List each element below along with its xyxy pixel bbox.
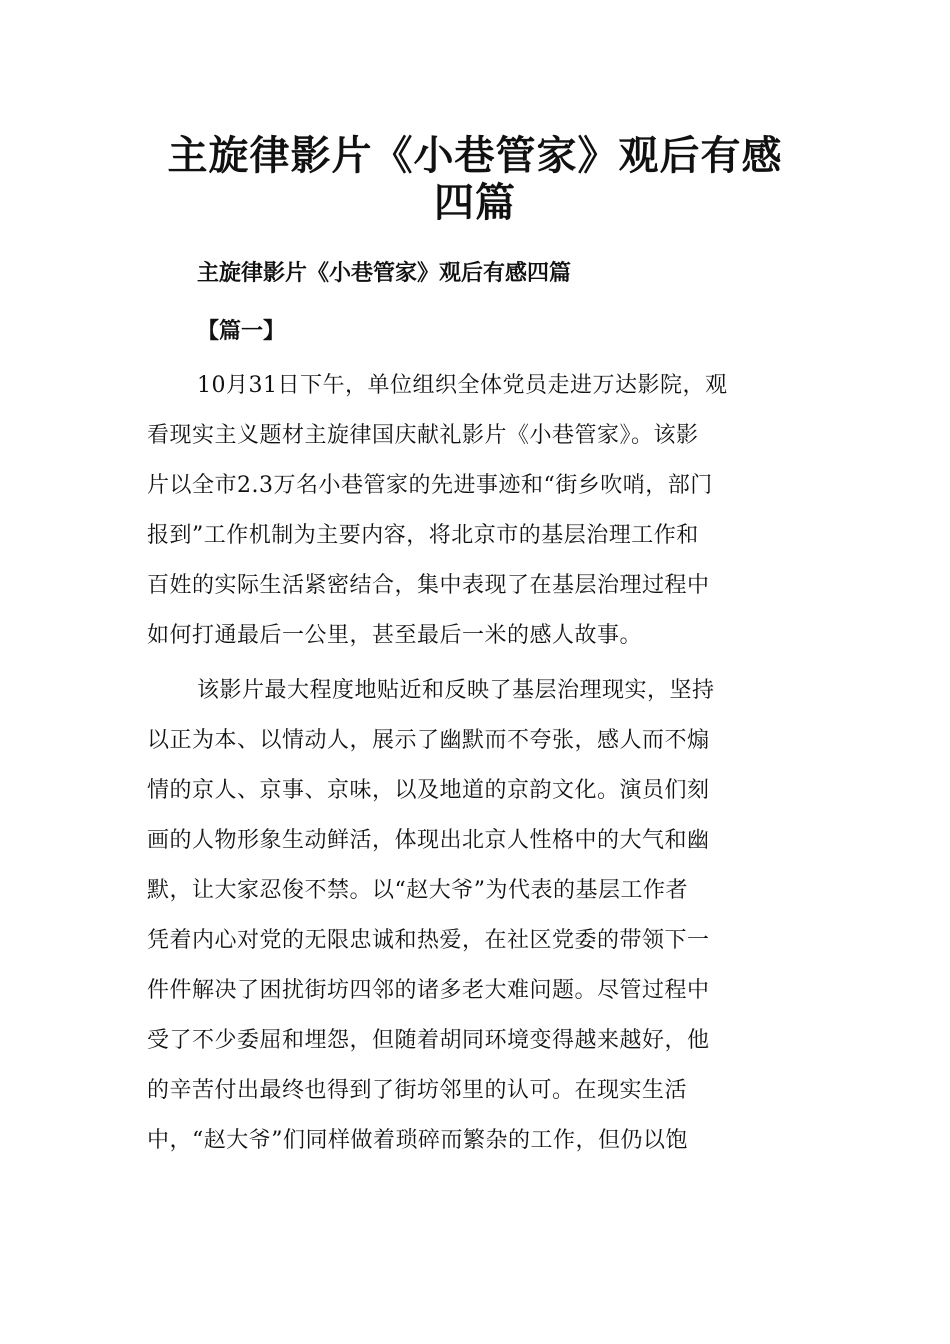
paragraph2-line: 凭着内心对党的无限忠诚和热爱，在社区党委的带领下一 — [147, 928, 710, 953]
paragraph1-line: 报到”工作机制为主要内容，将北京市的基层治理工作和 — [147, 523, 699, 548]
document-title-line1: 主旋律影片《小巷管家》观后有感 — [167, 132, 783, 179]
paragraph1-line: 如何打通最后一公里，甚至最后一米的感人故事。 — [147, 623, 643, 648]
document-title-line2: 四篇 — [434, 179, 516, 226]
document-subtitle: 主旋律影片《小巷管家》观后有感四篇 — [197, 260, 572, 286]
paragraph1-line: 10月31日下午，单位组织全体党员走进万达影院，观 — [197, 373, 728, 398]
paragraph2-line: 默，让大家忍俊不禁。以“赵大爷”为代表的基层工作者 — [147, 878, 688, 903]
paragraph1-line: 看现实主义题材主旋律国庆献礼影片《小巷管家》。该影 — [147, 423, 699, 448]
paragraph2-line: 中，“赵大爷”们同样做着琐碎而繁杂的工作，但仍以饱 — [147, 1128, 688, 1153]
paragraph2-line: 画的人物形象生动鲜活，体现出北京人性格中的大气和幽 — [147, 828, 710, 853]
paragraph2-line: 以正为本、以情动人，展示了幽默而不夸张，感人而不煽 — [147, 728, 710, 753]
paragraph1-line: 百姓的实际生活紧密结合，集中表现了在基层治理过程中 — [147, 573, 710, 598]
paragraph2-line: 该影片最大程度地贴近和反映了基层治理现实，坚持 — [197, 678, 715, 703]
paragraph2-line: 受了不少委屈和埋怨，但随着胡同环境变得越来越好，他 — [147, 1028, 710, 1053]
section-heading: 【篇一】 — [197, 318, 286, 344]
paragraph1-line: 片以全市2.3万名小巷管家的先进事迹和“街乡吹哨，部门 — [147, 473, 713, 498]
paragraph2-line: 情的京人、京事、京味，以及地道的京韵文化。演员们刻 — [147, 778, 710, 803]
paragraph2-line: 件件解决了困扰街坊四邻的诸多老大难问题。尽管过程中 — [147, 978, 710, 1003]
paragraph2-line: 的辛苦付出最终也得到了街坊邻里的认可。在现实生活 — [147, 1078, 688, 1103]
